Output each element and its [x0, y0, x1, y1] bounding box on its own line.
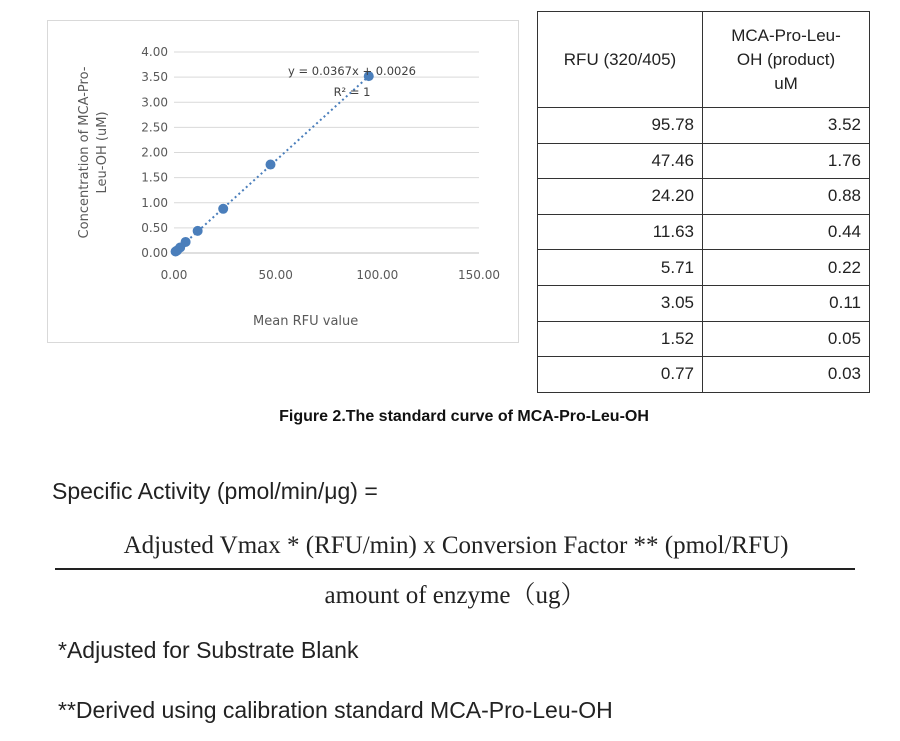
y-axis-title-line: Leu-OH (uM) — [95, 111, 110, 194]
table-row — [538, 108, 870, 144]
footnote-substrate-blank: *Adjusted for Substrate Blank — [58, 637, 359, 663]
cell-rfu: 95.78 — [538, 108, 703, 144]
cell-um: 0.03 — [703, 357, 870, 393]
cell-um: 3.52 — [703, 108, 870, 144]
table-header-row — [538, 12, 870, 108]
table-header-product-line2: OH (product) — [736, 49, 836, 69]
cell-rfu: 3.05 — [538, 285, 703, 321]
x-tick-label: 150.00 — [458, 268, 500, 282]
formula-denominator: amount of enzyme（ug） — [324, 582, 586, 609]
y-tick-label: 3.00 — [141, 95, 168, 110]
y-tick-label: 1.00 — [141, 195, 168, 210]
y-tick-label: 0.50 — [141, 220, 168, 235]
y-tick-label: 4.00 — [141, 45, 168, 59]
table-header-rfu: RFU (320/405) — [538, 12, 703, 108]
cell-rfu: 5.71 — [538, 250, 703, 286]
cell-rfu: 47.46 — [538, 143, 703, 179]
table-row — [538, 250, 870, 286]
y-axis-title-line: Concentration of MCA-Pro- — [77, 66, 92, 239]
table-header-product-line1: MCA-Pro-Leu- — [731, 25, 841, 45]
trendline-equation: y = 0.0367x + 0.0026 — [288, 64, 416, 78]
footnote-calibration: **Derived using calibration standard MCA-Pro-Leu-OH — [58, 697, 613, 723]
formula-title: Specific Activity (pmol/min/μg) = — [52, 478, 378, 504]
y-tick-label: 0.00 — [141, 246, 168, 260]
data-point — [218, 204, 228, 214]
cell-um: 0.88 — [703, 179, 870, 215]
cell-rfu: 0.77 — [538, 357, 703, 393]
table-row — [538, 214, 870, 250]
cell-um: 0.44 — [703, 214, 870, 250]
table-row — [538, 321, 870, 357]
cell-um: 0.22 — [703, 250, 870, 286]
standard-curve-chart — [47, 20, 519, 343]
data-point — [266, 160, 276, 170]
cell-um: 0.05 — [703, 321, 870, 357]
y-tick-label: 2.00 — [141, 145, 168, 160]
y-tick-label: 3.50 — [141, 70, 168, 85]
figure-caption: Figure 2.The standard curve of MCA-Pro-Leu-OH — [279, 408, 649, 425]
x-tick-label: 50.00 — [258, 268, 293, 282]
x-axis-title: Mean RFU value — [253, 314, 359, 329]
x-tick-label: 100.00 — [356, 268, 399, 282]
standard-data-table — [537, 11, 870, 393]
data-point — [171, 246, 181, 256]
table-header-product — [703, 12, 870, 108]
table-row — [538, 357, 870, 393]
x-tick-label: 0.00 — [160, 268, 188, 282]
r-squared-label: R² = 1 — [333, 85, 371, 99]
table-header-product-line3: uM — [774, 73, 798, 93]
y-tick-label: 1.50 — [141, 170, 168, 185]
table-row — [538, 179, 870, 215]
fraction-line — [55, 568, 855, 570]
chart-svg — [48, 21, 520, 344]
table-row — [538, 285, 870, 321]
cell-rfu: 24.20 — [538, 179, 703, 215]
cell-um: 0.11 — [703, 285, 870, 321]
data-point — [193, 226, 203, 236]
table-row — [538, 143, 870, 179]
cell-rfu: 11.63 — [538, 214, 703, 250]
y-tick-label: 2.50 — [141, 120, 168, 135]
cell-um: 1.76 — [703, 143, 870, 179]
cell-rfu: 1.52 — [538, 321, 703, 357]
formula-numerator: Adjusted Vmax * (RFU/min) x Conversion Factor ** (pmol/RFU) — [123, 532, 789, 559]
